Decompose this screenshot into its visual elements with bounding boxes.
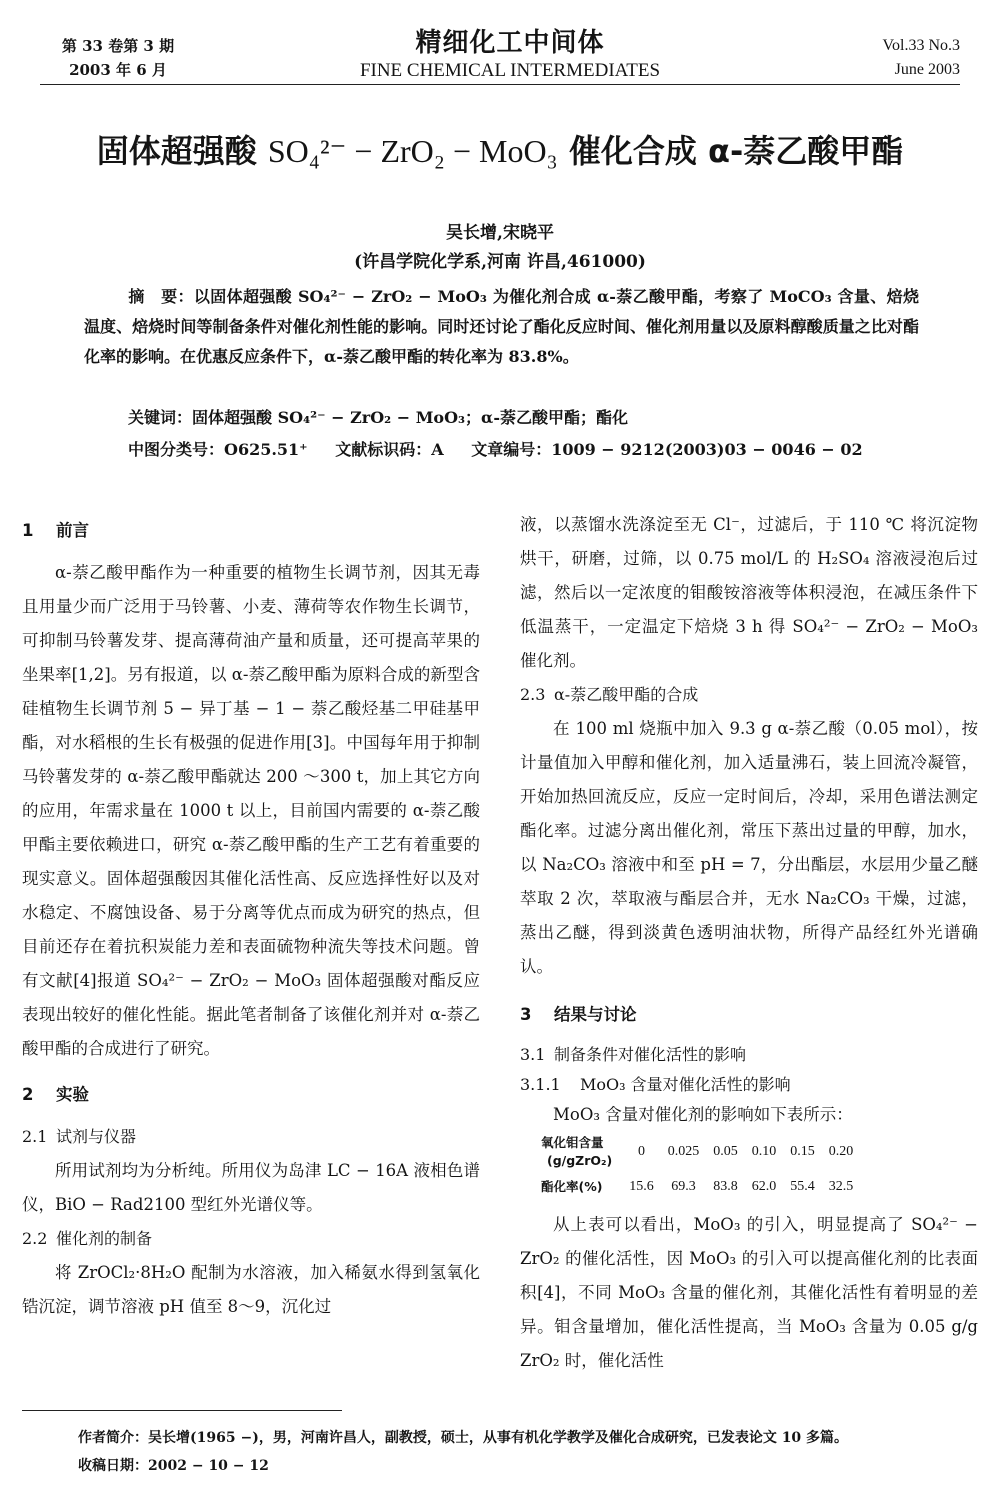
subsection-3-1-title: 制备条件对催化活性的影响 (554, 1045, 747, 1064)
journal-name-cn: 精细化工中间体 (415, 28, 605, 58)
paper-title (40, 128, 960, 174)
section-2-heading (22, 1078, 480, 1112)
journal-name-en: FINE CHEMICAL INTERMEDIATES (359, 60, 661, 81)
title-pre: 固体超强酸 (96, 132, 268, 170)
table-cell: 0.20 (828, 1144, 854, 1159)
subsection-2-2-title: 催化剂的制备 (56, 1229, 153, 1248)
table-cell: 0.05 (713, 1144, 738, 1159)
section-2-title: 实验 (56, 1085, 89, 1104)
right-column (520, 508, 978, 1378)
table-header-content (534, 1134, 622, 1170)
table-intro: MoO₃ 含量对催化剂的影响如下表所示： (553, 1105, 853, 1124)
moo3-content-table (534, 1134, 860, 1204)
left-column (22, 508, 480, 1324)
title-formula: SO₄²⁻ − ZrO₂ − MoO₃ (267, 133, 558, 169)
section-1-number: 1 (22, 521, 34, 540)
subsection-3-1-heading (520, 1040, 978, 1070)
volume-issue-cn: 第 33 卷第 3 期 (61, 37, 175, 55)
document-code: 文献标识码：A (335, 440, 444, 459)
section-3-heading (520, 998, 978, 1032)
subsection-2-1-number: 2.1 (22, 1127, 48, 1146)
table-discussion: 从上表可以看出，MoO₃ 的引入，明显提高了 SO₄²⁻ − ZrO₂ 的催化活性，因 MoO₃ 的引入可以提高催化剂的比表面积[4]，不同 MoO₃ 含量的催化剂，其催化活性有着明显的差异。钼含量增加，催化活性提高，当 MoO₃ 含量为 0.05 g/g ZrO₂ 时，催化活性 (520, 1215, 978, 1370)
subsection-2-1-title: 试剂与仪器 (56, 1127, 137, 1146)
subsection-2-2-text: 将 ZrOCl₂·8H₂O 配制为水溶液，加入稀氨水得到氢氧化锆沉淀，调节溶液 pH 值至 8～9，沉化过 (22, 1263, 480, 1316)
subsection-3-1-number: 3.1 (520, 1045, 546, 1064)
subsection-2-3-number: 2.3 (520, 685, 546, 704)
volume-issue-en: Vol.33 No.3 (882, 37, 960, 54)
title-post: 催化合成 α-萘乙酸甲酯 (557, 132, 904, 170)
table-row-rate (534, 1170, 860, 1204)
author-note: 作者简介：吴长增(1965 −)，男，河南许昌人，副教授，硕士，从事有机化学教学及催化合成研究，已发表论文 10 多篇。 (78, 1430, 849, 1446)
footnote-rule (22, 1410, 342, 1411)
subsection-2-1-heading (22, 1120, 480, 1154)
subsection-2-3-text: 在 100 ml 烧瓶中加入 9.3 g α-萘乙酸（0.05 mol），按计量值加入甲醇和催化剂，加入适量沸石，装上回流冷凝管，开始加热回流反应，反应一定时间后，冷却，采用色谱法测定酯化率。过滤分离出催化剂，常压下蒸出过量的甲醇，加水，以 Na₂CO₃ 溶液中和至 pH = 7，分出酯层，水层用少量乙醚萃取 2 次，萃取液与酯层合并，无水 Na₂CO₃ 干燥，过滤，蒸出乙醚，得到淡黄色透明油状物，所得产品经红外光谱确认。 (520, 719, 978, 976)
date-cn: 2003 年 6 月 (69, 61, 167, 79)
subsection-3-1-1-title: MoO₃ 含量对催化活性的影响 (580, 1075, 791, 1094)
date-en: June 2003 (894, 61, 960, 78)
table-cell: 83.8 (713, 1179, 738, 1194)
header-rule (40, 84, 960, 85)
section-1-paragraph: α-萘乙酸甲酯作为一种重要的植物生长调节剂，因其无毒且用量少而广泛用于马铃薯、小麦、薄荷等农作物生长调节，可抑制马铃薯发芽、提高薄荷油产量和质量，还可提高苹果的坐果率[1,2]。另有报道，以 α-萘乙酸甲酯为原料合成的新型含硅植物生长调节剂 5 − 异丁基 − 1 − 萘乙酸烃基二甲硅基甲酯，对水稻根的生长有极强的促进作用[3]。中国每年用于抑制马铃薯发芽的 α-萘乙酸甲酯就达 200 ～300 t，加上其它方向的应用，年需求量在 1000 t 以上，目前国内需要的 α-萘乙酸甲酯主要依赖进口，研究 α-萘乙酸甲酯的生产工艺有着重要的现实意义。固体超强酸因其催化活性高、反应选择性好以及对水稳定、不腐蚀设备、易于分离等优点而成为研究的热点，但目前还存在着抗积炭能力差和表面硫物种流失等技术问题。曾有文献[4]报道 SO₄²⁻ − ZrO₂ − MoO₃ 固体超强酸对酯反应表现出较好的催化性能。据此笔者制备了该催化剂并对 α-萘乙酸甲酯的合成进行了研究。 (22, 563, 480, 1058)
keywords-text: 固体超强酸 SO₄²⁻ − ZrO₂ − MoO₃；α-萘乙酸甲酯；酯化 (192, 408, 628, 427)
abstract-text: 以固体超强酸 SO₄²⁻ − ZrO₂ − MoO₃ 为催化剂合成 α-萘乙酸甲酯，考察了 MoCO₃ 含量、焙烧温度、焙烧时间等制备条件对催化剂性能的影响。同时还讨论了酯化反应时间、催化剂用量以及原料醇酸质量之比对酯化率的影响。在优惠反应条件下，α-萘乙酸甲酯的转化率为 83.8%。 (84, 287, 919, 366)
table-header-rate: 酯化率(%) (541, 1179, 603, 1194)
table-header-content-b: (g/gZrO₂) (547, 1153, 613, 1168)
abstract (84, 282, 919, 372)
clc-number: 中图分类号：O625.51⁺ (128, 440, 308, 459)
section-3-number: 3 (520, 1005, 532, 1024)
table-cell: 32.5 (828, 1179, 854, 1194)
table-cell: 0 (637, 1144, 645, 1159)
subsection-2-1-text: 所用试剂均为分析纯。所用仪为岛津 LC − 16A 液相色谱仪，BiO − Rad2100 型红外光谱仪等。 (22, 1161, 480, 1214)
table-header-content-a: 氧化钼含量 (541, 1135, 604, 1150)
subsection-2-2-continued: 液，以蒸馏水洗涤淀至无 Cl⁻，过滤后，于 110 ℃ 将沉淀物烘干，研磨，过筛，以 0.75 mol/L 的 H₂SO₄ 溶液浸泡后过滤，然后以一定浓度的钼酸铵溶液等体积浸泡，在减压条件下低温蒸干，一定温定下焙烧 3 h 得 SO₄²⁻ − ZrO₂ − MoO₃ 催化剂。 (520, 515, 978, 670)
subsection-3-1-1-number: 3.1.1 (520, 1075, 561, 1094)
table-cell: 69.3 (671, 1179, 696, 1194)
journal-issue-en (820, 34, 960, 82)
authors: 吴长增,宋晓平 (446, 223, 554, 243)
article-number: 文章编号：1009 − 9212(2003)03 − 0046 − 02 (471, 440, 863, 459)
subsection-3-1-1-heading (520, 1070, 978, 1100)
affiliation: (许昌学院化学系,河南 许昌,461000) (354, 252, 646, 272)
journal-name (300, 26, 720, 82)
abstract-label: 摘 要： (128, 287, 194, 306)
table-row-content (534, 1134, 860, 1170)
table-cell: 0.10 (751, 1144, 777, 1159)
subsection-2-2-number: 2.2 (22, 1229, 48, 1248)
keywords (128, 404, 928, 432)
section-2-number: 2 (22, 1085, 34, 1104)
table-cell: 0.025 (667, 1144, 700, 1159)
section-1-heading (22, 514, 480, 548)
footnotes (78, 1424, 958, 1480)
keywords-label: 关键词： (128, 408, 193, 427)
table-cell: 0.15 (790, 1144, 815, 1159)
subsection-2-2-heading (22, 1222, 480, 1256)
table-cell: 55.4 (790, 1179, 815, 1194)
section-1-title: 前言 (56, 521, 89, 540)
subsection-2-3-heading (520, 678, 978, 712)
classification-line (128, 436, 958, 464)
table-cell: 15.6 (629, 1179, 654, 1194)
journal-issue-cn (38, 34, 198, 82)
received-date: 收稿日期：2002 − 10 − 12 (78, 1458, 269, 1474)
subsection-2-3-title: α-萘乙酸甲酯的合成 (554, 685, 699, 704)
table-cell: 62.0 (751, 1179, 777, 1194)
section-3-title: 结果与讨论 (554, 1005, 637, 1024)
